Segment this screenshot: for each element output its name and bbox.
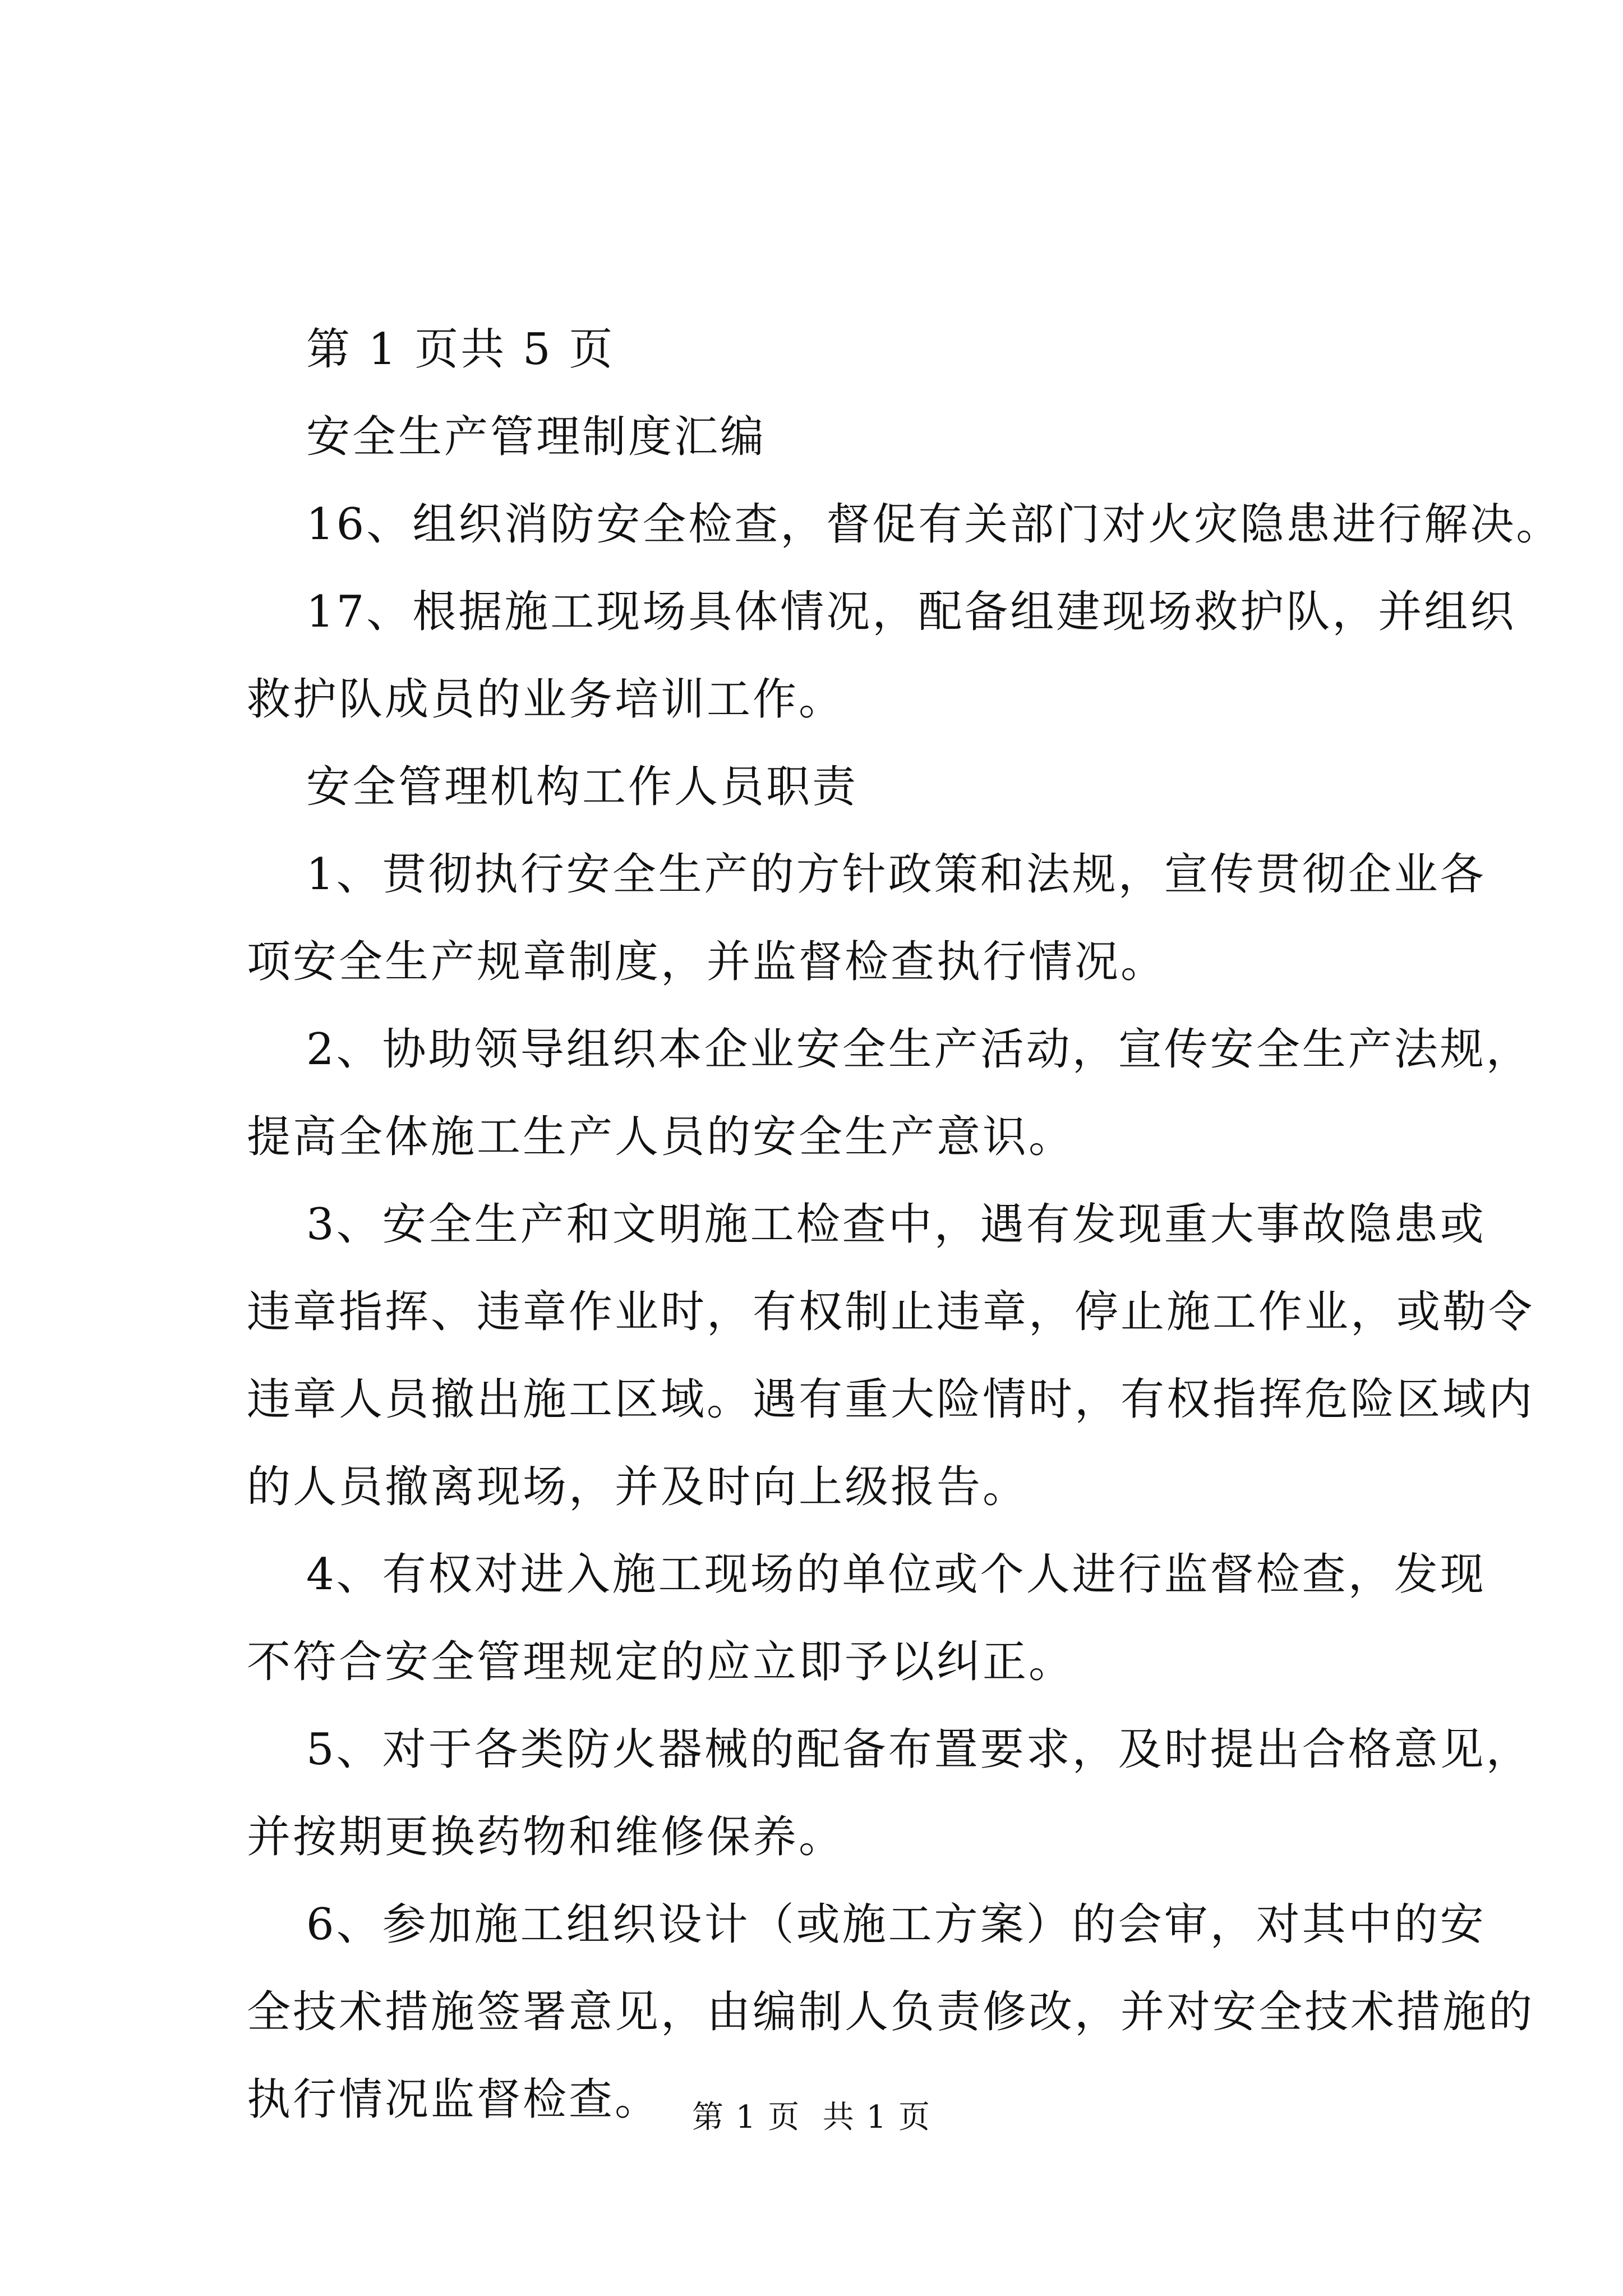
page-footer: 第 1 页 共 1 页 (691, 2099, 932, 2136)
paragraph-line: 6、参加施工组织设计（或施工方案）的会审，对其中的安 (306, 1899, 1486, 1950)
paragraph-line: 违章指挥、违章作业时，有权制止违章，停止施工作业，或勒令 (247, 1287, 1535, 1337)
paragraph-line: 全技术措施签署意见，由编制人负责修改，并对安全技术措施的 (247, 1987, 1535, 2037)
document-body (247, 306, 1562, 2143)
paragraph-line: 救护队成员的业务培训工作。 (247, 674, 845, 725)
paragraph-line: 17、根据施工现场具体情况，配备组建现场救护队，并组织 (306, 587, 1516, 637)
paragraph-line: 5、对于各类防火器械的配备布置要求，及时提出合格意见， (306, 1724, 1532, 1775)
header-page-info: 第 1 页共 5 页 (306, 324, 615, 375)
paragraph-line: 3、安全生产和文明施工检查中，遇有发现重大事故隐患或 (306, 1199, 1486, 1250)
paragraph-line: 的人员撤离现场，并及时向上级报告。 (247, 1462, 1029, 1512)
document-title: 安全生产管理制度汇编 (306, 412, 767, 462)
paragraph-line: 提高全体施工生产人员的安全生产意识。 (247, 1112, 1075, 1162)
paragraph-line: 4、有权对进入施工现场的单位或个人进行监督检查，发现 (306, 1549, 1486, 1600)
section-heading: 安全管理机构工作人员职责 (306, 762, 859, 812)
paragraph-line: 并按期更换药物和维修保养。 (247, 1812, 845, 1862)
paragraph-line: 2、协助领导组织本企业安全生产活动，宣传安全生产法规， (306, 1024, 1532, 1075)
paragraph-line: 1、贯彻执行安全生产的方针政策和法规，宣传贯彻企业各 (306, 849, 1486, 900)
paragraph-line: 执行情况监督检查。 (247, 2074, 661, 2125)
paragraph-line: 不符合安全管理规定的应立即予以纠正。 (247, 1637, 1075, 1687)
paragraph-line: 16、组织消防安全检查，督促有关部门对火灾隐患进行解决。 (306, 499, 1562, 550)
paragraph-line: 违章人员撤出施工区域。遇有重大险情时，有权指挥危险区域内 (247, 1374, 1535, 1425)
paragraph-line: 项安全生产规章制度，并监督检查执行情况。 (247, 937, 1167, 987)
